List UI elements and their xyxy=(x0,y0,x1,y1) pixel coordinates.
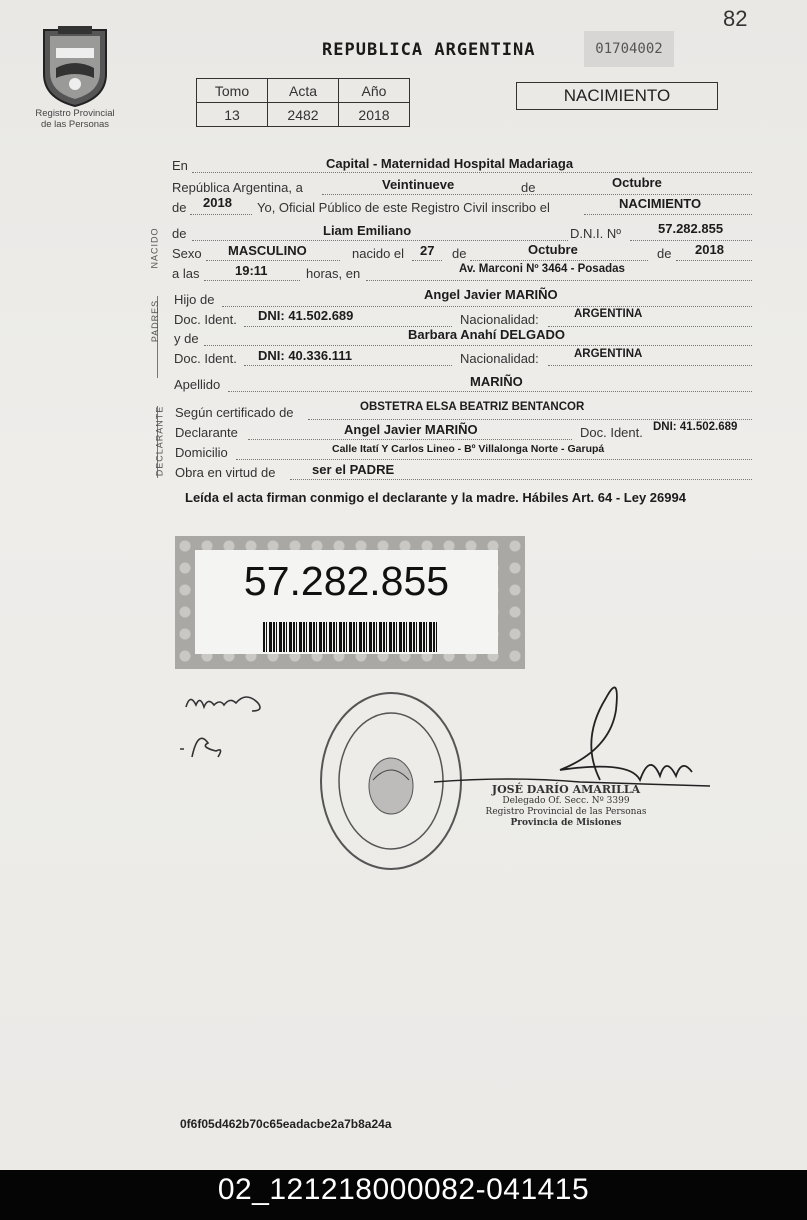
declarant-name-value: Angel Javier MARIÑO xyxy=(344,422,478,437)
dotted-line xyxy=(470,260,648,261)
father-doc-value: DNI: 41.502.689 xyxy=(258,308,354,323)
label-de2: de xyxy=(172,200,187,215)
birth-time-value: 19:11 xyxy=(235,263,268,278)
table-header-tomo: Tomo xyxy=(197,79,268,103)
label-de-b2: de xyxy=(657,246,672,261)
label-sexo: Sexo xyxy=(172,246,202,261)
birth-day-value: 27 xyxy=(420,243,435,258)
dotted-line xyxy=(228,391,752,392)
label-doc-ident-2: Doc. Ident. xyxy=(174,351,237,366)
table-header-acta: Acta xyxy=(268,79,339,103)
mother-nationality-value: ARGENTINA xyxy=(574,348,643,360)
official-name: JOSÉ DARÍO AMARILLA xyxy=(491,783,641,796)
birth-month-value: Octubre xyxy=(528,242,578,257)
surname-value: MARIÑO xyxy=(470,374,523,389)
dotted-line xyxy=(192,240,568,241)
registry-label-line1: Registro Provincial xyxy=(35,108,115,119)
dni-sticker-label xyxy=(195,550,498,654)
month-value: Octubre xyxy=(612,175,662,190)
label-en: En xyxy=(172,158,188,173)
label-dni: D.N.I. Nº xyxy=(570,226,621,241)
father-name-value: Angel Javier MARIÑO xyxy=(424,287,558,302)
by-virtue-value: ser el PADRE xyxy=(312,462,395,477)
mother-doc-value: DNI: 40.336.111 xyxy=(258,348,352,363)
registry-label xyxy=(20,108,130,130)
place-value: Capital - Maternidad Hospital Madariaga xyxy=(326,156,574,171)
dotted-line xyxy=(630,240,752,241)
label-de-name: de xyxy=(172,226,187,241)
dotted-line xyxy=(366,280,752,281)
label-a-las: a las xyxy=(172,266,200,281)
tomo-acta-ano-table xyxy=(196,78,410,127)
declarant-doc-value: DNI: 41.502.689 xyxy=(653,421,738,433)
dotted-line xyxy=(412,260,442,261)
serial-number: 01704002 xyxy=(584,31,674,67)
label-doc-ident-1: Doc. Ident. xyxy=(174,312,237,327)
label-domicilio: Domicilio xyxy=(175,445,228,460)
side-label-nacido: NACIDO xyxy=(149,227,160,269)
dotted-line xyxy=(548,326,752,327)
label-de: de xyxy=(521,180,536,195)
registry-label-line2: de las Personas xyxy=(40,119,110,130)
page-number: 82 xyxy=(723,6,748,31)
label-obra: Obra en virtud de xyxy=(175,465,276,480)
official-title-line3: Provincia de Misiones xyxy=(510,818,622,828)
dotted-line xyxy=(290,479,752,480)
provincial-crest-icon xyxy=(36,24,114,108)
dotted-line xyxy=(322,194,752,195)
label-y-de: y de xyxy=(174,331,199,346)
label-nacionalidad-2: Nacionalidad: xyxy=(460,351,539,366)
certificate-by-value: OBSTETRA ELSA BEATRIZ BENTANCOR xyxy=(360,401,585,413)
table-header-ano: Año xyxy=(339,79,410,103)
side-label-declarante: DECLARANTE xyxy=(154,405,165,477)
act-type-value: NACIMIENTO xyxy=(619,196,702,211)
label-nacido: nacido el xyxy=(352,246,405,261)
sex-value: MASCULINO xyxy=(228,243,307,258)
table-row xyxy=(197,103,410,127)
dotted-line xyxy=(236,459,752,460)
address-value: Calle Itatí Y Carlos Lineo - Bº Villalonga Norte - Garupá xyxy=(332,443,605,455)
tomo-value: 13 xyxy=(197,103,268,127)
label-de-b1: de xyxy=(452,246,467,261)
label-hijo-de: Hijo de xyxy=(174,292,215,307)
legal-note: Leída el acta firman conmigo el declarante y la madre. Hábiles Art. 64 - Ley 26994 xyxy=(185,490,686,505)
dotted-line xyxy=(308,419,752,420)
document-hash: 0f6f05d462b70c65eadacbe2a7b8a24a xyxy=(180,1117,392,1131)
official-title-line1: Delegado Of. Secc. Nº 3399 xyxy=(502,796,630,806)
child-name-value: Liam Emiliano xyxy=(323,223,412,238)
day-words-value: Veintinueve xyxy=(382,177,455,192)
dotted-line xyxy=(190,214,252,215)
handwritten-signature-icon xyxy=(180,685,280,775)
dni-sticker xyxy=(175,536,525,669)
dotted-line xyxy=(192,172,752,173)
label-apellido: Apellido xyxy=(174,377,221,392)
ano-value: 2018 xyxy=(339,103,410,127)
birth-place-value: Av. Marconi Nº 3464 - Posadas xyxy=(459,263,625,275)
birth-year-value: 2018 xyxy=(695,242,724,257)
official-title-line2: Registro Provincial de las Personas xyxy=(485,807,647,817)
sticker-dni-number: 57.282.855 xyxy=(243,558,450,604)
label-horas-en: horas, en xyxy=(306,266,361,281)
dotted-line xyxy=(248,439,572,440)
label-segun: Según certificado de xyxy=(175,405,294,420)
label-nacionalidad-1: Nacionalidad: xyxy=(460,312,539,327)
dotted-line xyxy=(204,280,300,281)
label-declarante: Declarante xyxy=(175,425,238,440)
document-title: REPUBLICA ARGENTINA xyxy=(322,40,536,60)
label-republica: República Argentina, a xyxy=(172,180,303,195)
dotted-line xyxy=(206,260,340,261)
side-label-padres: PADRES xyxy=(150,299,161,343)
acta-value: 2482 xyxy=(268,103,339,127)
dotted-line xyxy=(676,260,752,261)
barcode-icon xyxy=(263,622,439,652)
label-yo: Yo, Oficial Público de este Registro Civil inscribo el xyxy=(257,200,550,215)
footer-file-id: 02_121218000082-041415 xyxy=(217,1173,590,1206)
father-nationality-value: ARGENTINA xyxy=(574,308,643,320)
label-doc-ident-3: Doc. Ident. xyxy=(580,425,643,440)
child-dni-value: 57.282.855 xyxy=(658,221,724,236)
dotted-line xyxy=(584,214,752,215)
mother-name-value: Barbara Anahí DELGADO xyxy=(408,327,565,342)
table-header-row xyxy=(197,79,410,103)
official-signature-block xyxy=(466,783,666,829)
dotted-line xyxy=(244,365,452,366)
act-type-box: NACIMIENTO xyxy=(516,82,718,110)
dotted-line xyxy=(548,365,752,366)
dotted-line xyxy=(204,345,752,346)
dotted-line xyxy=(222,306,752,307)
year-value: 2018 xyxy=(203,195,232,210)
